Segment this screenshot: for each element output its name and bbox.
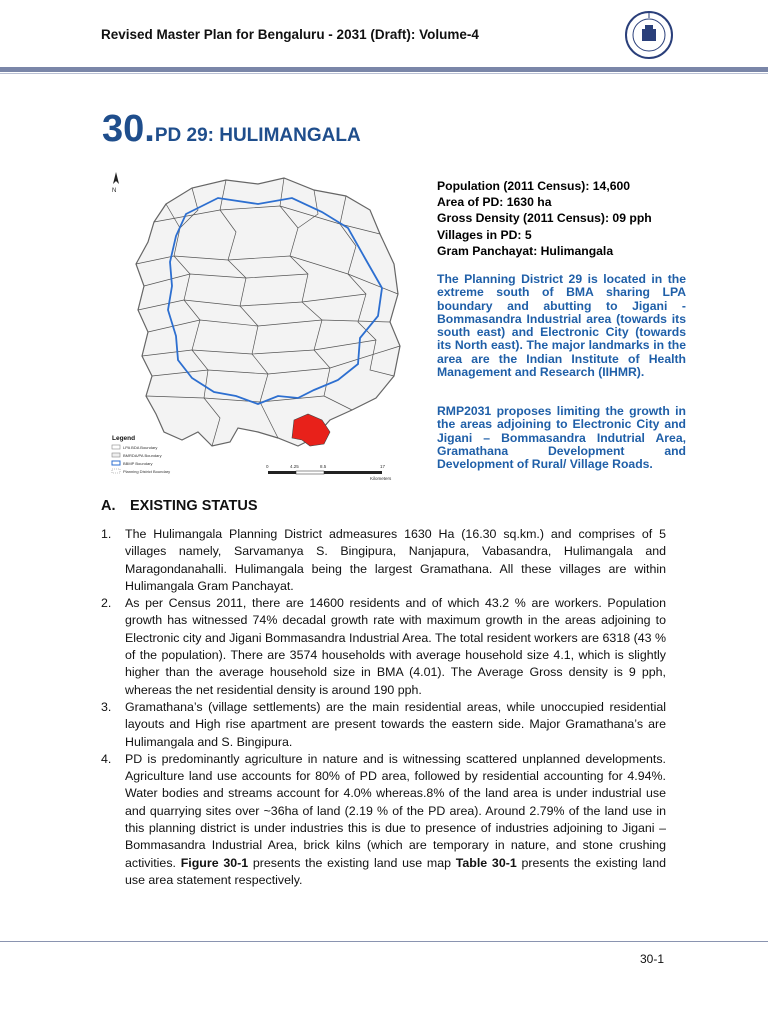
list-item: [101, 751, 666, 889]
scale-unit: Kilometers: [370, 476, 392, 481]
list-item-number: 3.: [101, 699, 112, 714]
list-item-text-part-c: presents the existing land use area statement respectively.: [125, 855, 666, 887]
scale-bar: [266, 464, 392, 481]
existing-status-list: [101, 526, 666, 889]
summary-paragraph-proposal: RMP2031 proposes limiting the growth in the areas adjoining to Electronic City and Jigani – Bommasandra Indutrial Area, Gramathana Development and Development of Rural/ Village Roads.: [437, 404, 686, 472]
list-item: [101, 699, 666, 751]
fact-area: Area of PD: 1630 ha: [437, 195, 552, 210]
list-item-text: The Hulimangala Planning District admeasures 1630 Ha (16.30 sq.km.) and comprises of 5 villages namely, Sarvamanya S. Bingipura, Nanjapura, Vabasandra, Hulimangala and Maragondanahalli. Hulimangala being the largest Gramathana. All these villages are within Hulimangala Gram Panchayat.: [125, 527, 666, 593]
legend-item-bmrda: BMRDA/PA Boundary: [123, 453, 162, 458]
list-item: [101, 595, 666, 699]
list-item: [101, 526, 666, 595]
fact-villages: Villages in PD: 5: [437, 227, 532, 242]
list-item-text-part-b: presents the existing land use map: [248, 855, 456, 870]
chapter-number: 30.: [102, 108, 155, 150]
scale-label-1: 4.25: [290, 464, 299, 469]
footer-rule: [0, 941, 768, 942]
north-label: N: [112, 188, 117, 194]
list-item-text: As per Census 2011, there are 14600 residents and of which 43.2 % are workers. Population growth has witnessed 74% decadal growth rate with maximum growth in the areas adjoining to Electronic city and Jigani Bommasandra Industrial Area. The total resident workers are 6318 (43 % of the population). There are 3574 households with average household size 4.1, which is slightly higher than the average household size in BMA (4.01). The Average Gross density is 9 pph, whereas the net residential density is around 190 pph.: [125, 596, 666, 697]
scale-label-2: 8.5: [320, 464, 327, 469]
summary-paragraph-location: The Planning District 29 is located in the extreme south of BMA sharing LPA boundary and abutting to Jigani - Bommasandra Industrial area (towards its south east) and Electronic City (towards its North east). The major landmarks in the area are the Indian Institute of Health Management and Research (IIHMR).: [437, 272, 686, 380]
legend-item-pd: Planning District Boundary: [123, 469, 171, 474]
document-header-title: Revised Master Plan for Bengaluru - 2031 (Draft): Volume-4: [101, 27, 479, 42]
list-item-number: 2.: [101, 596, 112, 611]
page-number: 30-1: [640, 952, 665, 966]
district-facts: [437, 178, 687, 259]
list-item-text-part-a: PD is predominantly agriculture in nature and is witnessing scattered unplanned developments. Agriculture land use accounts for 80% of PD area, followed by residential accounting for 4.94%. Water bodies and streams account for 4.0% whereas.8% of the land area is under industrial use and quarrying sites over ~36ha of land (2.19 % of the PD area). Around 2.79% of the land use in this planning district is under industries this is due to presence of industries adjoining to Jigani – Bommasandra Industrial Area, brick kilns (which are temporary in nature, and stone crushing activities.: [125, 751, 666, 870]
list-item-number: 4.: [101, 751, 112, 766]
list-item-number: 1.: [101, 527, 112, 541]
north-arrow-icon: [113, 172, 119, 184]
section-heading-existing-status: A. EXISTING STATUS: [101, 498, 258, 514]
legend-item-lpa: LPA BDA Boundary: [123, 445, 158, 450]
scale-label-0: 0: [266, 464, 269, 469]
fact-gross-density: Gross Density (2011 Census): 09 pph: [437, 211, 652, 226]
table-reference: Table 30-1: [455, 855, 517, 870]
legend-item-bbmp: BBMP Boundary: [123, 461, 153, 466]
header-rule: [0, 67, 768, 72]
chapter-title: PD 29: HULIMANGALA: [154, 125, 361, 146]
legend-title: Legend: [112, 435, 136, 442]
bda-logo-seal: [624, 10, 674, 60]
chapter-heading: [102, 108, 361, 151]
fact-gram-panchayat: Gram Panchayat: Hulimangala: [437, 243, 614, 258]
fact-population: Population (2011 Census): 14,600: [437, 179, 631, 193]
header-rule-thin: [0, 73, 768, 74]
planning-district-location-map: [108, 170, 404, 482]
list-item-text: Gramathana’s (village settlements) are the main residential areas, while unoccupied residential layouts and High rise apartment are present towards the eastern side. Major Gramathana’s are Hulimangala and S. Bingipura.: [125, 699, 666, 749]
scale-label-3: 17: [380, 464, 386, 469]
figure-reference: Figure 30-1: [180, 855, 249, 870]
map-legend: [112, 435, 170, 474]
